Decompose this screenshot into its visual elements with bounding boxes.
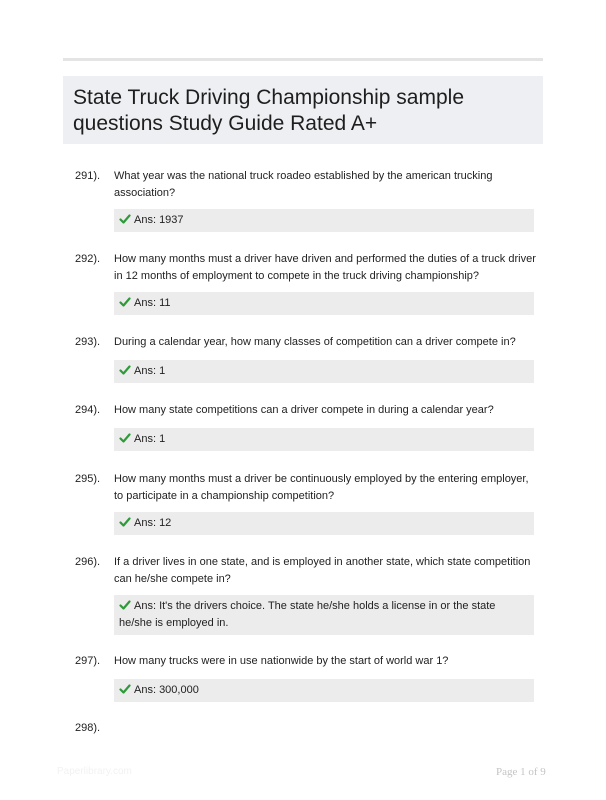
answer-text: Ans: 1	[134, 433, 166, 445]
document-title-box	[63, 76, 543, 144]
answer-box	[114, 292, 534, 315]
answer-box	[114, 512, 534, 535]
check-icon	[119, 213, 131, 225]
question-number: 295).	[75, 473, 101, 485]
answer-text: Ans: 12	[134, 517, 172, 529]
answer-box	[114, 595, 534, 635]
question-number: 292).	[75, 253, 101, 265]
question-text: How many trucks were in use nationwide by the start of world war 1?	[114, 655, 449, 667]
page-number: Page 1 of 9	[496, 766, 546, 778]
answer-text: Ans: 1937	[134, 214, 184, 226]
check-icon	[119, 599, 131, 611]
answer-text: Ans: 11	[134, 297, 171, 309]
answer-text: Ans: 300,000	[134, 684, 199, 696]
question-number: 296).	[75, 556, 101, 568]
title-line-2: questions Study Guide Rated A+	[73, 112, 378, 135]
check-icon	[119, 516, 131, 528]
answer-box	[114, 679, 534, 702]
question-number: 297).	[75, 655, 101, 667]
question-number: 293).	[75, 336, 101, 348]
question-number: 291).	[75, 170, 101, 182]
question-text: What year was the national truck roadeo established by the american trucking association?	[114, 170, 493, 199]
title-line-1: State Truck Driving Championship sample	[73, 86, 465, 109]
answer-text: Ans: 1	[134, 365, 166, 377]
question-number: 294).	[75, 404, 101, 416]
question-text: How many months must a driver be continuously employed by the entering employer, to participate in a championship competition?	[114, 473, 529, 502]
question-number: 298).	[75, 722, 101, 734]
check-icon	[119, 296, 131, 308]
answer-box	[114, 428, 534, 451]
check-icon	[119, 432, 131, 444]
answer-box	[114, 360, 534, 383]
question-text: If a driver lives in one state, and is employed in another state, which state competition can he/she compete in?	[114, 556, 531, 585]
check-icon	[119, 364, 131, 376]
answer-text: Ans: It's the drivers choice. The state he/she holds a license in or the state he/she is employed in.	[119, 600, 496, 629]
top-divider	[63, 58, 543, 61]
question-text: How many state competitions can a driver compete in during a calendar year?	[114, 404, 494, 416]
question-text: How many months must a driver have driven and performed the duties of a truck driver in 12 months of employment to compete in the truck driving championship?	[114, 253, 536, 282]
document-title	[73, 85, 533, 137]
question-text: During a calendar year, how many classes of competition can a driver compete in?	[114, 336, 516, 348]
check-icon	[119, 683, 131, 695]
footer-watermark: Paperlibrary.com	[57, 766, 132, 777]
answer-box	[114, 209, 534, 232]
